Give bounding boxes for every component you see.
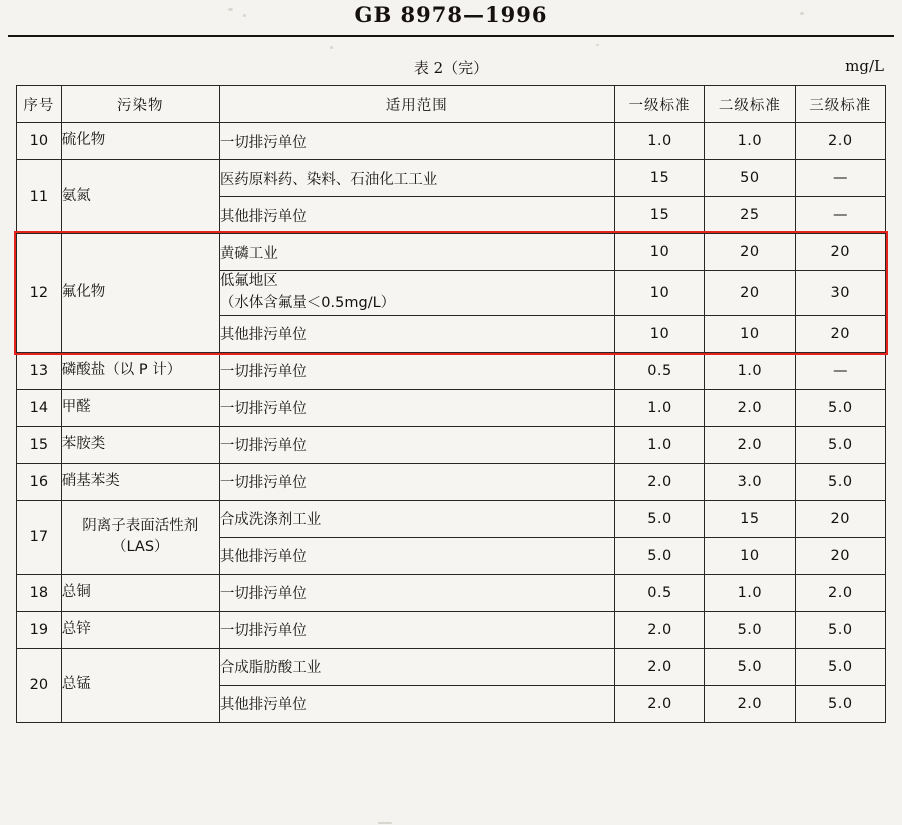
cell-pollutant-name: 总锰 — [61, 648, 219, 722]
unit-label: mg/L — [845, 57, 884, 75]
cell-applicable-scope: 一切排污单位 — [219, 574, 614, 611]
cell-level3-standard: 5.0 — [795, 426, 885, 463]
cell-serial-number: 17 — [17, 500, 62, 574]
cell-level2-standard: 5.0 — [705, 611, 795, 648]
column-header-scope: 适用范围 — [219, 86, 614, 123]
cell-pollutant-name: 苯胺类 — [61, 426, 219, 463]
cell-level3-standard: 20 — [795, 234, 885, 271]
cell-level3-standard: 5.0 — [795, 611, 885, 648]
table-body — [17, 123, 886, 723]
column-header-level1: 一级标准 — [614, 86, 704, 123]
cell-pollutant-name: 氨氮 — [61, 160, 219, 234]
cell-pollutant-name: 氟化物 — [61, 234, 219, 353]
cell-level2-standard: 1.0 — [705, 123, 795, 160]
cell-applicable-scope: 其他排污单位 — [219, 315, 614, 352]
cell-level3-standard: — — [795, 160, 885, 197]
cell-level2-standard: 10 — [705, 315, 795, 352]
cell-level2-standard: 3.0 — [705, 463, 795, 500]
cell-pollutant-name: 磷酸盐（以 P 计） — [61, 352, 219, 389]
cell-level1-standard: 0.5 — [614, 352, 704, 389]
cell-level2-standard: 2.0 — [705, 685, 795, 722]
cell-serial-number: 18 — [17, 574, 62, 611]
column-header-pollutant: 污染物 — [61, 86, 219, 123]
cell-applicable-scope: 一切排污单位 — [219, 463, 614, 500]
table-row — [17, 160, 886, 197]
cell-level2-standard: 20 — [705, 271, 795, 316]
cell-level2-standard: 5.0 — [705, 648, 795, 685]
cell-level3-standard: — — [795, 352, 885, 389]
table-row — [17, 574, 886, 611]
cell-level1-standard: 1.0 — [614, 389, 704, 426]
table-row — [17, 500, 886, 537]
cell-level2-standard: 25 — [705, 197, 795, 234]
scan-speck — [800, 12, 804, 15]
cell-level1-standard: 2.0 — [614, 648, 704, 685]
cell-level1-standard: 2.0 — [614, 685, 704, 722]
cell-level1-standard: 10 — [614, 234, 704, 271]
cell-level1-standard: 1.0 — [614, 123, 704, 160]
cell-level3-standard: 5.0 — [795, 389, 885, 426]
scan-speck — [596, 44, 599, 46]
cell-level3-standard: 20 — [795, 500, 885, 537]
table-row — [17, 352, 886, 389]
cell-level2-standard: 10 — [705, 537, 795, 574]
cell-pollutant-name: 甲醛 — [61, 389, 219, 426]
scan-speck — [378, 822, 392, 824]
cell-level2-standard: 2.0 — [705, 426, 795, 463]
cell-level3-standard: 2.0 — [795, 123, 885, 160]
cell-level1-standard: 10 — [614, 271, 704, 316]
cell-level2-standard: 2.0 — [705, 389, 795, 426]
cell-serial-number: 20 — [17, 648, 62, 722]
caption-row — [0, 57, 902, 79]
cell-serial-number: 13 — [17, 352, 62, 389]
cell-level1-standard: 5.0 — [614, 537, 704, 574]
table-row — [17, 234, 886, 271]
cell-applicable-scope: 一切排污单位 — [219, 352, 614, 389]
cell-level1-standard: 0.5 — [614, 574, 704, 611]
table-header-row — [17, 86, 886, 123]
cell-applicable-scope: 低氟地区 （水体含氟量＜0.5mg/L） — [219, 271, 614, 316]
cell-level1-standard: 10 — [614, 315, 704, 352]
scan-speck — [330, 46, 333, 49]
cell-level3-standard: 20 — [795, 537, 885, 574]
table-row — [17, 123, 886, 160]
cell-level1-standard: 1.0 — [614, 426, 704, 463]
cell-applicable-scope: 其他排污单位 — [219, 197, 614, 234]
cell-serial-number: 19 — [17, 611, 62, 648]
column-header-level2: 二级标准 — [705, 86, 795, 123]
cell-serial-number: 14 — [17, 389, 62, 426]
cell-level2-standard: 20 — [705, 234, 795, 271]
column-header-level3: 三级标准 — [795, 86, 885, 123]
cell-level1-standard: 5.0 — [614, 500, 704, 537]
cell-level3-standard: 5.0 — [795, 685, 885, 722]
cell-level2-standard: 1.0 — [705, 574, 795, 611]
header-rule — [8, 35, 894, 37]
cell-applicable-scope: 其他排污单位 — [219, 537, 614, 574]
cell-level2-standard: 15 — [705, 500, 795, 537]
cell-level1-standard: 15 — [614, 197, 704, 234]
table-caption: 表 2（完） — [413, 59, 489, 77]
table-row — [17, 463, 886, 500]
cell-level3-standard: 5.0 — [795, 463, 885, 500]
cell-applicable-scope: 医药原料药、染料、石油化工工业 — [219, 160, 614, 197]
column-header-no: 序号 — [17, 86, 62, 123]
cell-serial-number: 16 — [17, 463, 62, 500]
cell-applicable-scope: 合成洗涤剂工业 — [219, 500, 614, 537]
cell-level1-standard: 2.0 — [614, 611, 704, 648]
cell-level1-standard: 2.0 — [614, 463, 704, 500]
cell-applicable-scope: 合成脂肪酸工业 — [219, 648, 614, 685]
scan-speck — [228, 8, 233, 11]
cell-pollutant-name: 总铜 — [61, 574, 219, 611]
cell-level2-standard: 50 — [705, 160, 795, 197]
cell-applicable-scope: 一切排污单位 — [219, 389, 614, 426]
cell-pollutant-name: 硫化物 — [61, 123, 219, 160]
cell-applicable-scope: 一切排污单位 — [219, 426, 614, 463]
cell-level3-standard: 2.0 — [795, 574, 885, 611]
cell-serial-number: 12 — [17, 234, 62, 353]
standard-header: GB 8978—1996 — [354, 2, 548, 27]
cell-pollutant-name: 总锌 — [61, 611, 219, 648]
standards-table — [16, 85, 886, 723]
cell-serial-number: 10 — [17, 123, 62, 160]
table-row — [17, 611, 886, 648]
table-row — [17, 648, 886, 685]
cell-applicable-scope: 一切排污单位 — [219, 123, 614, 160]
scan-speck — [243, 14, 246, 17]
cell-level2-standard: 1.0 — [705, 352, 795, 389]
cell-pollutant-name: 硝基苯类 — [61, 463, 219, 500]
cell-level3-standard: — — [795, 197, 885, 234]
cell-applicable-scope: 黄磷工业 — [219, 234, 614, 271]
table-row — [17, 426, 886, 463]
cell-serial-number: 15 — [17, 426, 62, 463]
table-row — [17, 389, 886, 426]
cell-level3-standard: 30 — [795, 271, 885, 316]
cell-applicable-scope: 其他排污单位 — [219, 685, 614, 722]
cell-level1-standard: 15 — [614, 160, 704, 197]
cell-pollutant-name: 阴离子表面活性剂 （LAS） — [61, 500, 219, 574]
cell-level3-standard: 20 — [795, 315, 885, 352]
cell-applicable-scope: 一切排污单位 — [219, 611, 614, 648]
cell-serial-number: 11 — [17, 160, 62, 234]
cell-level3-standard: 5.0 — [795, 648, 885, 685]
